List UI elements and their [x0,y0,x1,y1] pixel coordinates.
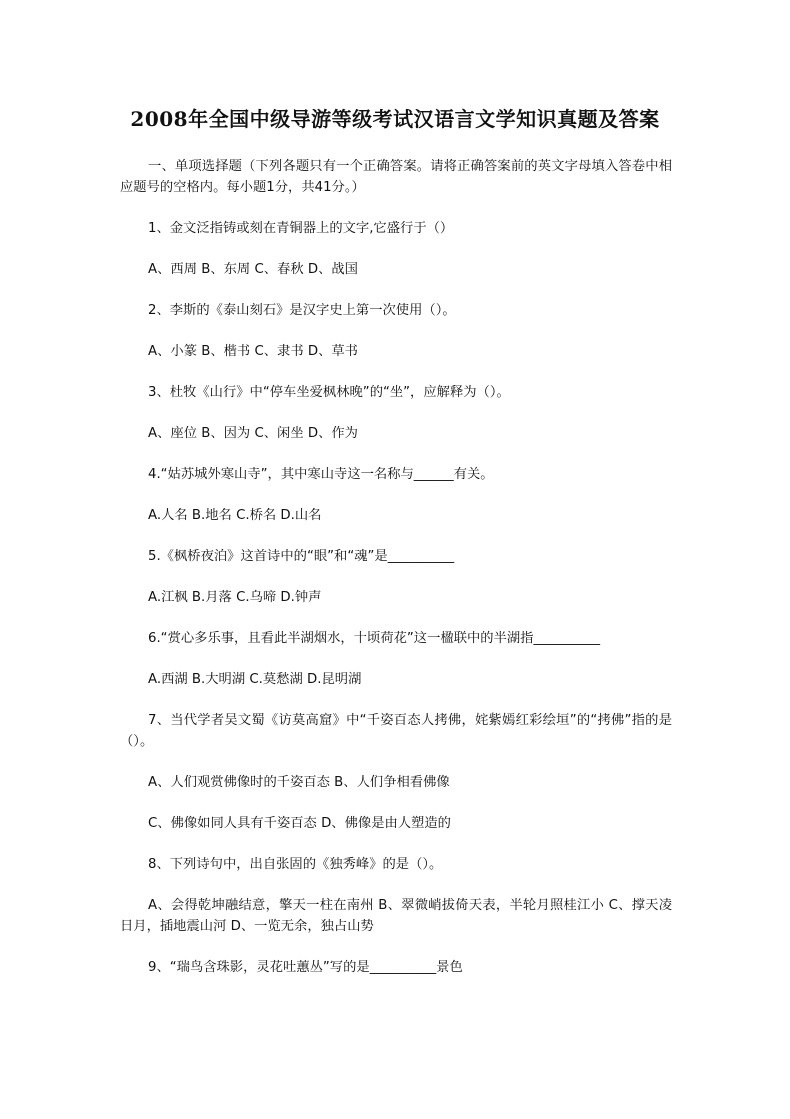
question-5: 5.《枫桥夜泊》这首诗中的“眼”和“魂”是__________ [148,549,455,564]
document-title: 2008年全国中级导游等级考试汉语言文学知识真题及答案 [130,107,660,131]
question-8: 8、下列诗句中，出自张固的《独秀峰》的是（）。 [148,857,443,872]
question-7: 7、当代学者吴文蜀《访莫高窟》中“千姿百态人拷佛，姹紫嫣红彩绘垣”的“拷佛”指的是（）。 [120,713,672,749]
question-9: 9、“瑞鸟含珠影，灵花吐蕙丛”写的是__________景色 [148,960,463,975]
question-6: 6.“赏心多乐事，且看此半湖烟水，十顷荷花”这一楹联中的半湖指__________ [148,631,600,646]
question-3-options: A、座位 B、因为 C、闲坐 D、作为 [148,426,358,441]
question-1: 1、金文泛指铸或刻在青铜器上的文字,它盛行于（） [148,221,454,236]
question-4: 4.“姑苏城外寒山寺”，其中寒山寺这一名称与______有关。 [148,467,494,482]
question-1-options: A、西周 B、东周 C、春秋 D、战国 [148,262,358,277]
question-7-options-cd: C、佛像如同人具有千姿百态 D、佛像是由人塑造的 [148,816,451,831]
document-body [120,156,672,998]
question-2-options: A、小篆 B、楷书 C、隶书 D、草书 [148,344,358,359]
question-5-options: A.江枫 B.月落 C.乌啼 D.钟声 [148,590,322,605]
section-instructions: 一、单项选择题（下列各题只有一个正确答案。请将正确答案前的英文字母填入答卷中相应题号的空格内。每小题1分，共41分。） [120,159,672,195]
question-8-options: A、会得乾坤融结意，擎天一柱在南州 B、翠微峭拔倚天表，半轮月照桂江小 C、撑天凌日月，插地震山河 D、一览无余，独占山势 [120,898,672,934]
question-2: 2、李斯的《泰山刻石》是汉字史上第一次使用（）。 [148,303,456,318]
question-4-options: A.人名 B.地名 C.桥名 D.山名 [148,508,322,523]
question-7-options-ab: A、人们观赏佛像时的千姿百态 B、人们争相看佛像 [148,775,450,790]
question-3: 3、杜牧《山行》中“停车坐爱枫林晚”的“坐”，应解释为（）。 [148,385,510,400]
question-6-options: A.西湖 B.大明湖 C.莫愁湖 D.昆明湖 [148,672,362,687]
